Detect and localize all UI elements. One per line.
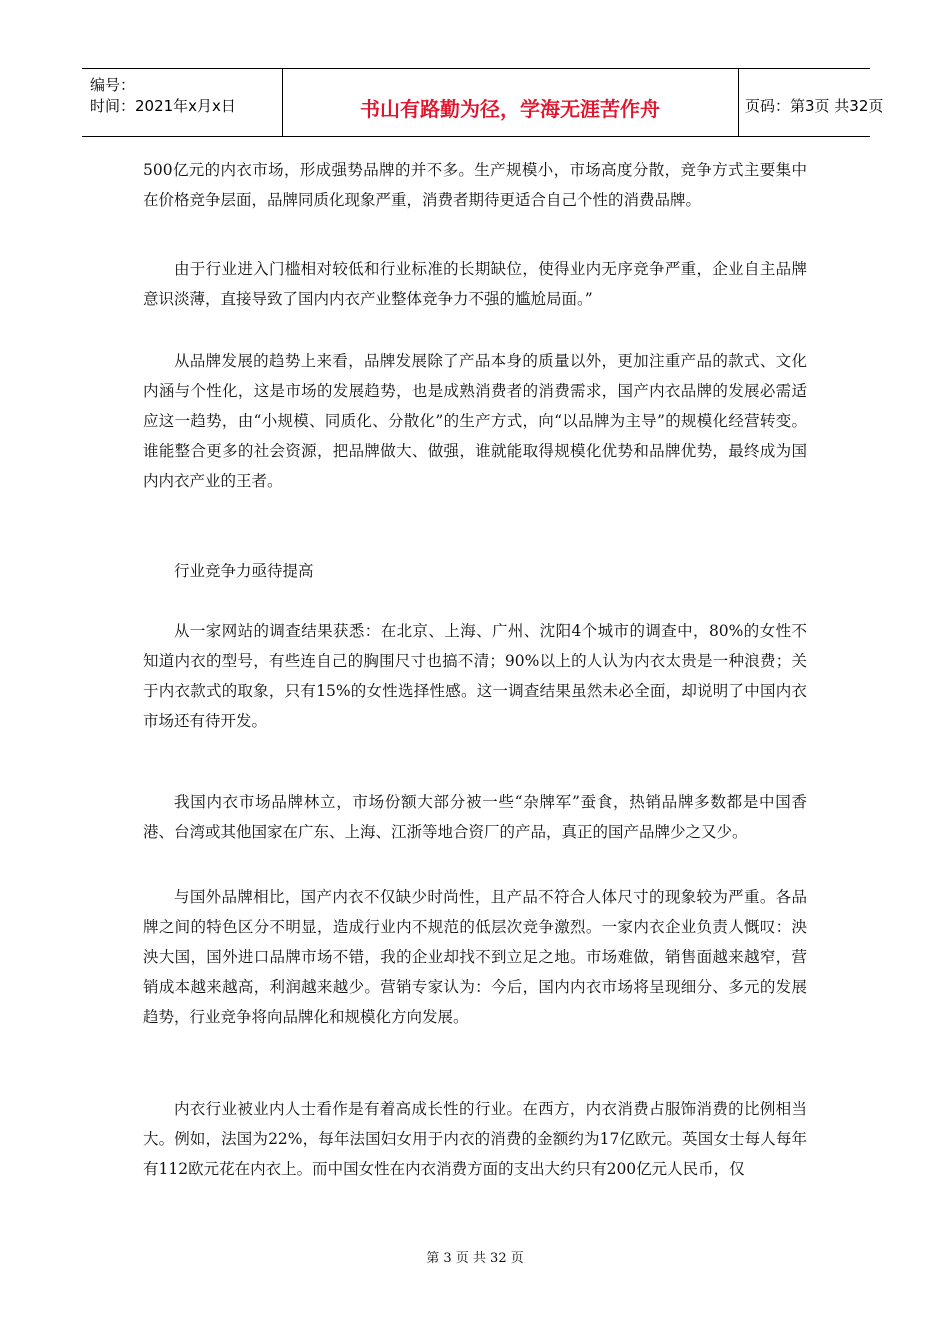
- header-page-info: 页码：第3页 共32页: [745, 97, 884, 115]
- document-number-label: 编号：: [90, 76, 136, 94]
- header-page-cell: [739, 69, 884, 136]
- body-paragraph: 我国内衣市场品牌林立，市场份额大部分被一些“杂牌军”蚕食，热销品牌多数都是中国香港、台湾或其他国家在广东、上海、江浙等地合资厂的产品，真正的国产品牌少之又少。: [143, 793, 807, 841]
- body-paragraph: 与国外品牌相比，国产内衣不仅缺少时尚性，且产品不符合人体尺寸的现象较为严重。各品牌之间的特色区分不明显，造成行业内不规范的低层次竞争激烈。一家内衣企业负责人慨叹：泱泱大国，国外进口品牌市场不错，我的企业却找不到立足之地。市场难做，销售面越来越窄，营销成本越来越高，利润越来越少。营销专家认为：今后，国内内衣市场将呈现细分、多元的发展趋势，行业竞争将向品牌化和规模化方向发展。: [143, 888, 807, 1026]
- body-paragraph: 从一家网站的调查结果获悉：在北京、上海、广州、沈阳4个城市的调查中，80%的女性不知道内衣的型号，有些连自己的胸围尺寸也搞不清；90%以上的人认为内衣太贵是一种浪费；关于内衣款式的取象，只有15%的女性选择性感。这一调查结果虽然未必全面，却说明了中国内衣市场还有待开发。: [143, 622, 807, 730]
- body-paragraph: 由于行业进入门槛相对较低和行业标准的长期缺位，使得业内无序竞争严重，企业自主品牌意识淡薄，直接导致了国内内衣产业整体竞争力不强的尴尬局面。”: [143, 260, 807, 308]
- document-time-label: 时间：2021年x月x日: [90, 97, 236, 115]
- body-paragraph: 内衣行业被业内人士看作是有着高成长性的行业。在西方，内衣消费占服饰消费的比例相当大。例如，法国为22%，每年法国妇女用于内衣的消费的金额约为17亿欧元。英国女士每人每年有112欧元花在内衣上。而中国女性在内衣消费方面的支出大约只有200亿元人民币，仅: [143, 1100, 807, 1178]
- header-motto-cell: [282, 69, 739, 136]
- body-paragraph: 从品牌发展的趋势上来看，品牌发展除了产品本身的质量以外，更加注重产品的款式、文化内涵与个性化，这是市场的发展趋势，也是成熟消费者的消费需求，国产内衣品牌的发展必需适应这一趋势，由“小规模、同质化、分散化”的生产方式，向“以品牌为主导”的规模化经营转变。谁能整合更多的社会资源，把品牌做大、做强，谁就能取得规模化优势和品牌优势，最终成为国内内衣产业的王者。: [143, 352, 807, 490]
- page-footer: 第 3 页 共 32 页: [426, 1251, 524, 1266]
- section-heading: 行业竞争力亟待提高: [174, 562, 314, 580]
- header-motto: 书山有路勤为径，学海无涯苦作舟: [360, 97, 660, 121]
- header-meta-cell: [82, 69, 283, 136]
- body-paragraph: 500亿元的内衣市场，形成强势品牌的并不多。生产规模小，市场高度分散，竞争方式主要集中在价格竞争层面，品牌同质化现象严重，消费者期待更适合自己个性的消费品牌。: [143, 161, 807, 209]
- page-header: [82, 68, 884, 137]
